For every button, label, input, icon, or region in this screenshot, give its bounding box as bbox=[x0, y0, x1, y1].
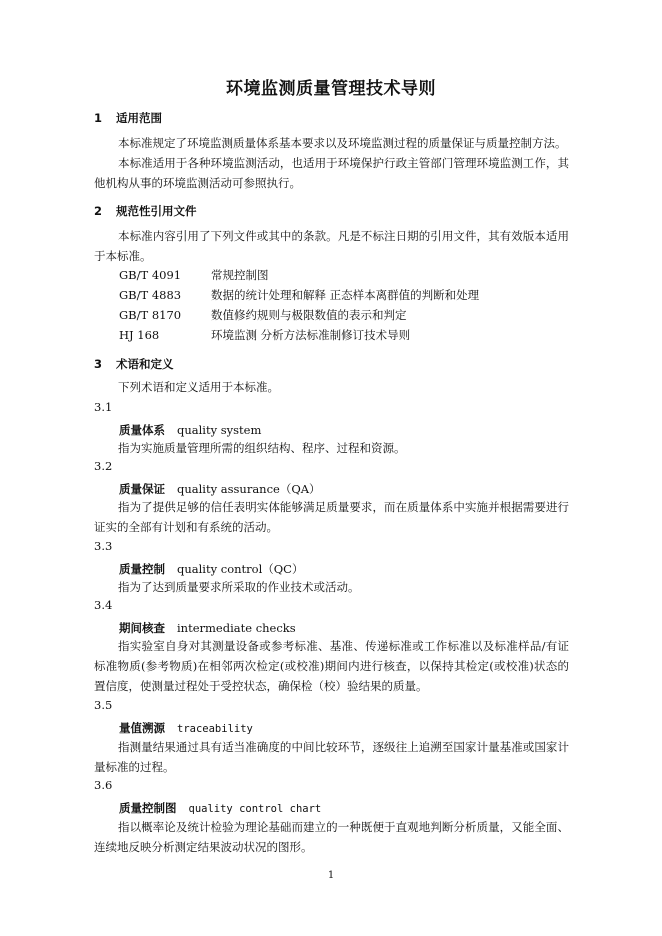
term-en: traceability bbox=[177, 723, 253, 735]
term-definition: 指为了达到质量要求所采取的作业技术或活动。 bbox=[118, 580, 360, 594]
page-number: 1 bbox=[327, 870, 335, 881]
term-definition: 指以概率论及统计检验为理论基础而建立的一种既便于直观地判断分析质量，又能全面、连续地反映分析测定结果波动状况的图形。 bbox=[94, 820, 569, 854]
paragraph: 本标准内容引用了下列文件或其中的条款。凡是不标注日期的引用文件，其有效版本适用于本标准。 bbox=[94, 229, 569, 263]
paragraph: 本标准规定了环境监测质量体系基本要求以及环境监测过程的质量保证与质量控制方法。 bbox=[118, 136, 567, 150]
reference-item bbox=[119, 305, 407, 325]
term-definition: 指为实施质量管理所需的组织结构、程序、过程和资源。 bbox=[118, 441, 406, 455]
section-number: 1 bbox=[94, 111, 103, 125]
section-1-heading bbox=[94, 110, 162, 126]
term-number: 3.6 bbox=[94, 778, 113, 792]
section-number: 2 bbox=[94, 204, 103, 218]
reference-name: 数值修约规则与极限数值的表示和判定 bbox=[211, 308, 407, 322]
term-heading bbox=[119, 422, 261, 438]
section-title: 规范性引用文件 bbox=[116, 204, 197, 218]
reference-code: GB/T 8170 bbox=[119, 308, 182, 322]
term-heading bbox=[119, 561, 303, 577]
term-en: quality system bbox=[177, 423, 262, 437]
term-zh: 量值溯源 bbox=[119, 721, 165, 735]
term-zh: 期间核查 bbox=[119, 621, 165, 635]
reference-code: GB/T 4883 bbox=[119, 288, 182, 302]
paragraph: 下列术语和定义适用于本标准。 bbox=[118, 380, 279, 394]
term-zh: 质量控制图 bbox=[119, 801, 177, 815]
term-heading bbox=[119, 620, 296, 636]
term-heading bbox=[119, 800, 321, 816]
reference-name: 常规控制图 bbox=[211, 268, 269, 282]
reference-item bbox=[119, 285, 479, 305]
term-number: 3.5 bbox=[94, 698, 113, 712]
term-zh: 质量保证 bbox=[119, 482, 165, 496]
term-en: quality control（QC） bbox=[177, 562, 304, 576]
term-definition: 指测量结果通过具有适当准确度的中间比较环节，逐级往上追溯至国家计量基准或国家计量标准的过程。 bbox=[94, 740, 569, 774]
document-title: 环境监测质量管理技术导则 bbox=[226, 79, 436, 99]
reference-name: 数据的统计处理和解释 正态样本离群值的判断和处理 bbox=[211, 288, 480, 302]
term-zh: 质量体系 bbox=[119, 423, 165, 437]
term-definition: 指实验室自身对其测量设备或参考标准、基准、传递标准或工作标准以及标准样品/有证标准物质(参考物质)在相邻两次检定(或校准)期间内进行核查，以保持其检定(或校准)状态的置信度，使测量过程处于受控状态，确保检（校）验结果的质量。 bbox=[94, 639, 569, 693]
reference-item bbox=[119, 265, 269, 285]
term-number: 3.3 bbox=[94, 539, 113, 553]
term-heading bbox=[119, 481, 321, 497]
section-2-heading bbox=[94, 203, 197, 219]
section-title: 适用范围 bbox=[116, 111, 162, 125]
section-number: 3 bbox=[94, 357, 103, 371]
reference-code: GB/T 4091 bbox=[119, 268, 182, 282]
term-en: intermediate checks bbox=[177, 621, 296, 635]
term-number: 3.2 bbox=[94, 459, 113, 473]
term-number: 3.4 bbox=[94, 598, 113, 612]
reference-item bbox=[119, 325, 410, 345]
section-title: 术语和定义 bbox=[116, 357, 174, 371]
term-en: quality control chart bbox=[188, 803, 322, 815]
reference-name: 环境监测 分析方法标准制修订技术导则 bbox=[211, 328, 411, 342]
term-zh: 质量控制 bbox=[119, 562, 165, 576]
term-definition: 指为了提供足够的信任表明实体能够满足质量要求，而在质量体系中实施并根据需要进行证实的全部有计划和有系统的活动。 bbox=[94, 500, 569, 534]
section-3-heading bbox=[94, 356, 174, 372]
term-number: 3.1 bbox=[94, 400, 113, 414]
term-en: quality assurance（QA） bbox=[177, 482, 321, 496]
term-heading bbox=[119, 720, 253, 736]
paragraph: 本标准适用于各种环境监测活动，也适用于环境保护行政主管部门管理环境监测工作，其他机构从事的环境监测活动可参照执行。 bbox=[94, 156, 569, 190]
reference-code: HJ 168 bbox=[119, 328, 160, 342]
